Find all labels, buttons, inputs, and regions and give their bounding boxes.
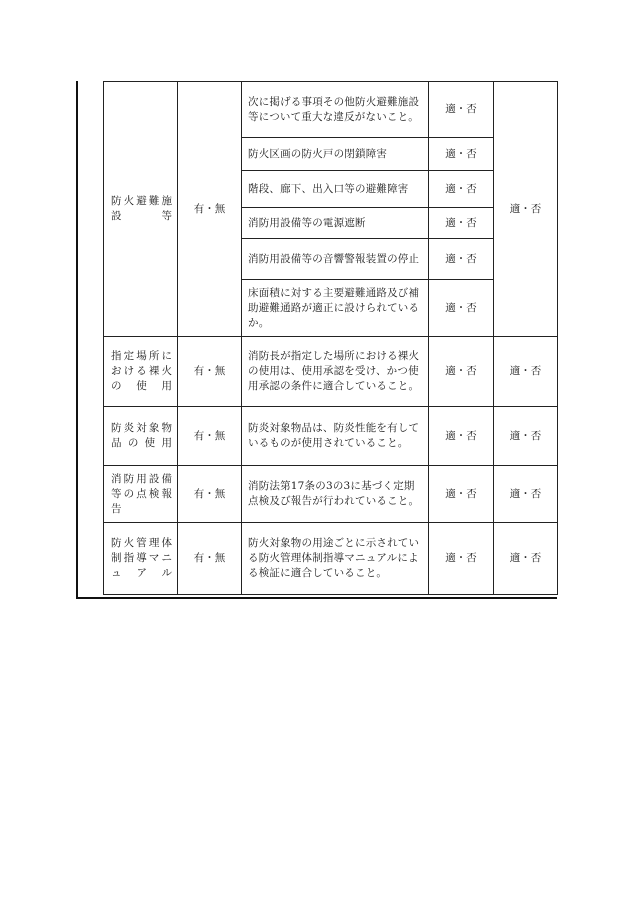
check-description: 消防法第17条の3の3に基づく定期点検及び報告が行われていること。 xyxy=(242,466,429,523)
check-result: 適・否 xyxy=(429,407,494,466)
check-description: 階段、廊下、出入口等の避難障害 xyxy=(242,171,429,208)
item-name: 消防用設備等の点検報告 xyxy=(111,472,172,515)
presence-cell: 有・無 xyxy=(178,82,242,337)
presence-cell: 有・無 xyxy=(178,523,242,595)
outer-frame-bottom xyxy=(76,597,557,599)
item-name: 防炎対象物品の使用 xyxy=(111,422,172,449)
item-name-cell xyxy=(104,337,178,407)
table-row xyxy=(104,82,558,138)
item-name: 防火管理体制指導マニュアル xyxy=(111,537,172,579)
overall-result: 適・否 xyxy=(494,466,558,523)
check-result: 適・否 xyxy=(429,138,494,171)
check-result: 適・否 xyxy=(429,171,494,208)
presence-cell: 有・無 xyxy=(178,337,242,407)
table-row xyxy=(104,466,558,523)
check-description: 消防用設備等の音響警報装置の停止 xyxy=(242,239,429,280)
check-description: 次に掲げる事項その他防火避難施設等について重大な違反がないこと。 xyxy=(242,82,429,138)
presence-cell: 有・無 xyxy=(178,466,242,523)
outer-frame-left xyxy=(76,81,78,599)
overall-result: 適・否 xyxy=(494,407,558,466)
item-name-cell xyxy=(104,466,178,523)
table-row xyxy=(104,337,558,407)
check-result: 適・否 xyxy=(429,208,494,239)
check-result: 適・否 xyxy=(429,466,494,523)
item-name-cell xyxy=(104,407,178,466)
check-description: 防炎対象物品は、防炎性能を有しているものが使用されていること。 xyxy=(242,407,429,466)
check-result: 適・否 xyxy=(429,337,494,407)
item-name-cell xyxy=(104,82,178,337)
item-name: 防火避難施設等 xyxy=(111,195,172,222)
presence-cell: 有・無 xyxy=(178,407,242,466)
check-result: 適・否 xyxy=(429,82,494,138)
inspection-table xyxy=(103,81,558,595)
overall-result: 適・否 xyxy=(494,337,558,407)
check-result: 適・否 xyxy=(429,523,494,595)
check-description: 消防用設備等の電源遮断 xyxy=(242,208,429,239)
item-name: 指定場所における裸火の使用 xyxy=(111,350,172,392)
check-description: 消防長が指定した場所における裸火の使用は、使用承認を受け、かつ使用承認の条件に適合していること。 xyxy=(242,337,429,407)
checklist-sheet xyxy=(76,81,557,599)
check-description: 床面積に対する主要避難通路及び補助避難通路が適正に設けられているか。 xyxy=(242,280,429,337)
overall-result: 適・否 xyxy=(494,82,558,337)
check-result: 適・否 xyxy=(429,280,494,337)
check-result: 適・否 xyxy=(429,239,494,280)
table-row xyxy=(104,407,558,466)
check-description: 防火対象物の用途ごとに示されている防火管理体制指導マニュアルによる検証に適合していること。 xyxy=(242,523,429,595)
check-description: 防火区画の防火戸の閉鎖障害 xyxy=(242,138,429,171)
overall-result: 適・否 xyxy=(494,523,558,595)
table-row xyxy=(104,523,558,595)
item-name-cell xyxy=(104,523,178,595)
